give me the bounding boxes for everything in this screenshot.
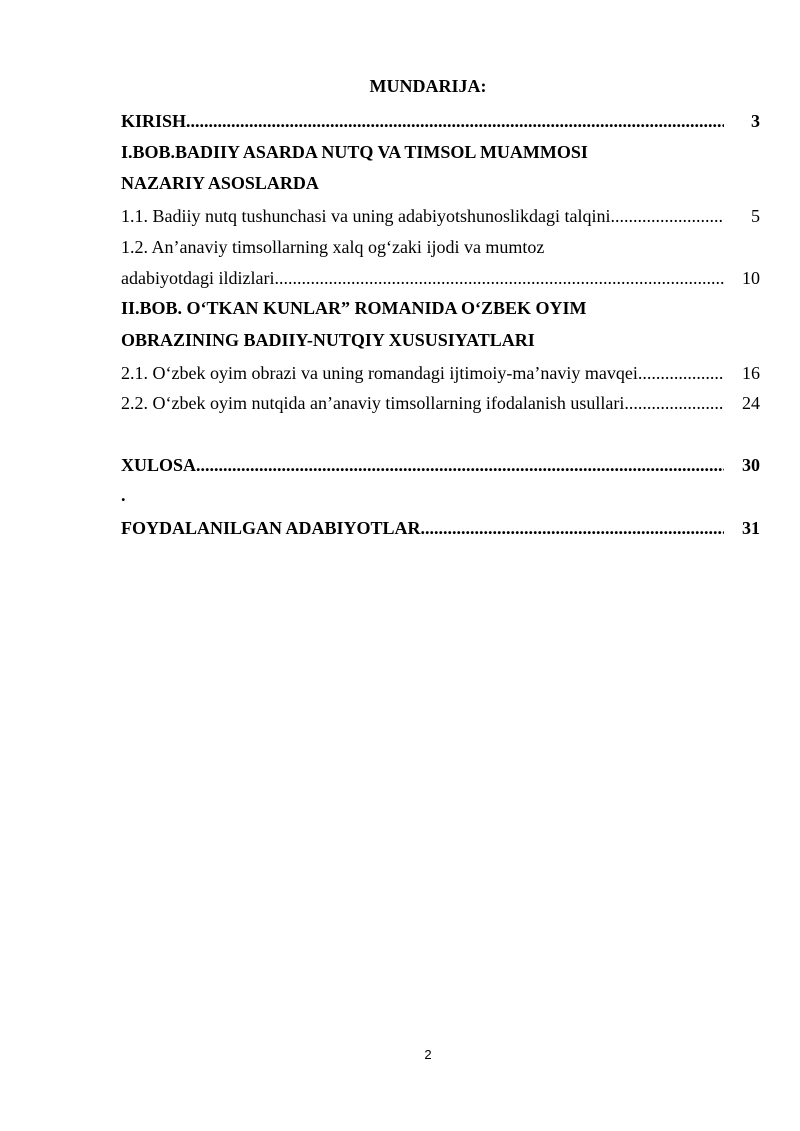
toc-page-number: 16	[742, 363, 760, 383]
toc-entry-references	[121, 517, 760, 539]
dot-leader	[274, 267, 724, 289]
toc-entry-1-1	[121, 205, 760, 227]
toc-page-number: 10	[742, 268, 760, 288]
toc-entry-1-2	[121, 267, 760, 289]
toc-entry-text: XULOSA	[121, 455, 197, 475]
dot-leader	[196, 454, 724, 476]
dot-leader	[624, 392, 724, 414]
toc-entry-text: KIRISH	[121, 111, 187, 131]
toc-entry-text: 2.2. O‘zbek oyim nutqida an’anaviy timsollarning ifodalanish usullari	[121, 393, 625, 413]
toc-page-number: 3	[751, 111, 760, 131]
toc-entry-text: adabiyotdagi ildizlari	[121, 268, 275, 288]
toc-entry-text: 2.1. O‘zbek oyim obrazi va uning romandagi ijtimoiy-ma’naviy mavqei	[121, 363, 638, 383]
toc-page-number: 30	[742, 455, 760, 475]
toc-chapter2-line1: II.BOB. O‘TKAN KUNLAR” ROMANIDA O‘ZBEK OYIM	[121, 298, 587, 318]
toc-chapter1-line2: NAZARIY ASOSLARDA	[121, 173, 319, 193]
toc-entry-2-2	[121, 392, 760, 414]
stray-period: .	[121, 485, 126, 505]
toc-chapter1-line1: I.BOB.BADIIY ASARDA NUTQ VA TIMSOL MUAMMOSI	[121, 142, 588, 162]
page-number: 2	[424, 1047, 432, 1062]
dot-leader	[610, 205, 724, 227]
toc-entry-1-2-line1: 1.2. An’anaviy timsollarning xalq og‘zaki ijodi va mumtoz	[121, 237, 545, 257]
toc-chapter2-line2: OBRAZINING BADIIY-NUTQIY XUSUSIYATLARI	[121, 330, 535, 350]
toc-page-number: 5	[751, 206, 760, 226]
toc-entry-intro	[121, 110, 760, 132]
toc-entry-conclusion	[121, 454, 760, 476]
toc-entry-text: 1.1. Badiiy nutq tushunchasi va uning adabiyotshunoslikdagi talqini	[121, 206, 611, 226]
toc-title: MUNDARIJA:	[369, 76, 487, 96]
toc-entry-text: FOYDALANILGAN ADABIYOTLAR	[121, 518, 421, 538]
toc-page-number: 31	[742, 518, 760, 538]
toc-page-number: 24	[742, 393, 760, 413]
dot-leader	[186, 110, 724, 132]
dot-leader	[421, 517, 724, 539]
toc-entry-2-1	[121, 362, 760, 384]
dot-leader	[638, 362, 724, 384]
